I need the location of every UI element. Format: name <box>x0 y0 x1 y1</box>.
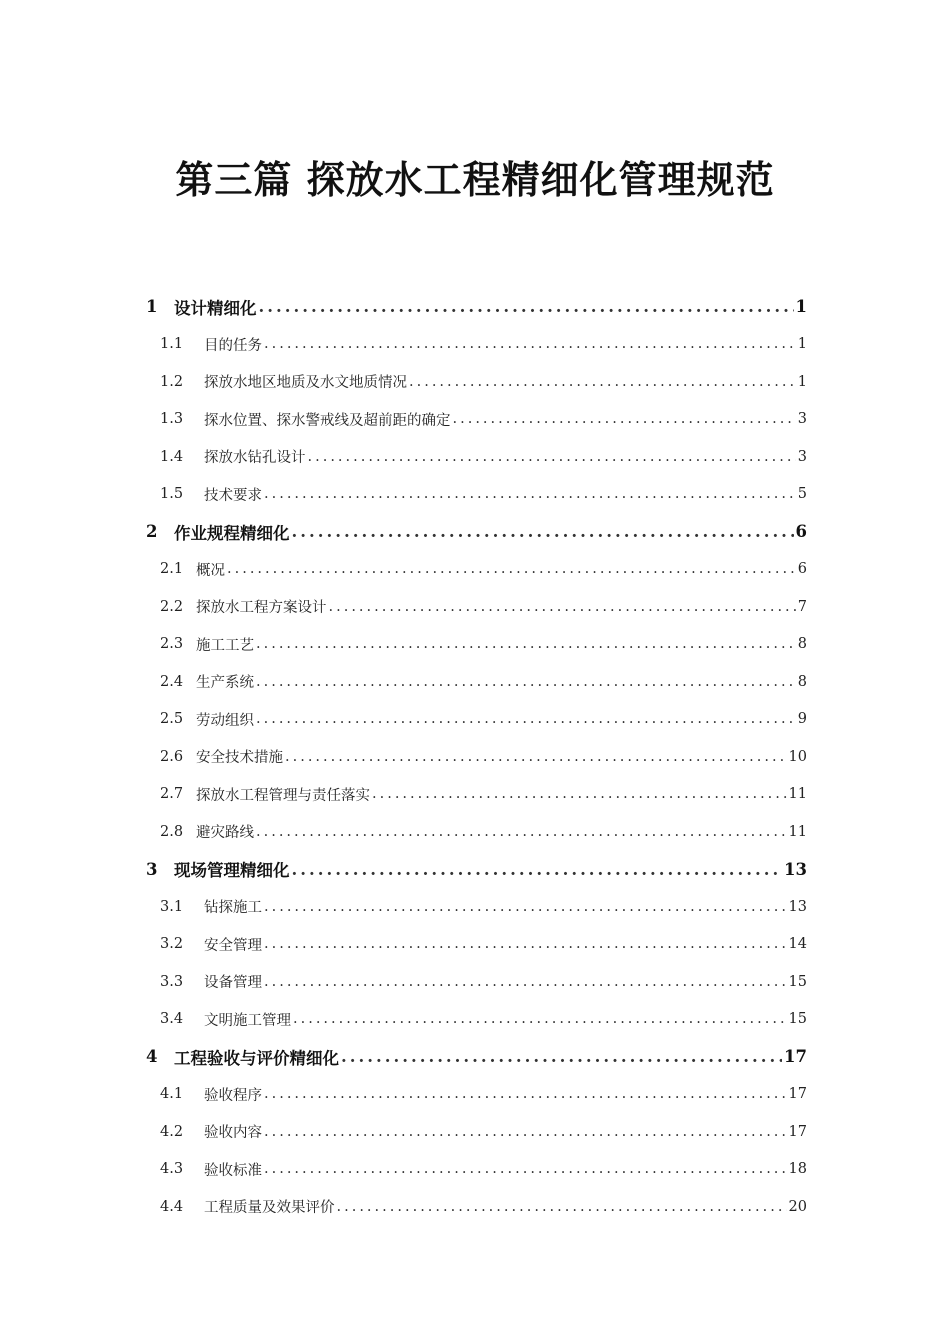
toc-title: 设计精细化 <box>174 298 257 318</box>
toc-title: 施工工艺 <box>196 637 254 654</box>
document-title: 第三篇 探放水工程精细化管理规范 <box>175 157 775 202</box>
toc-entry-2-8[interactable] <box>146 813 807 851</box>
toc-number: 2.2 <box>160 598 184 615</box>
toc-title: 劳动组织 <box>196 712 254 729</box>
toc-entry-4[interactable] <box>146 1038 807 1076</box>
toc-leader-dots <box>372 786 787 802</box>
toc-number: 3 <box>146 859 158 879</box>
toc-title: 作业规程精细化 <box>174 523 290 543</box>
toc-entry-4-4[interactable] <box>146 1188 807 1226</box>
toc-leader-dots <box>264 1086 787 1102</box>
toc-title: 工程验收与评价精细化 <box>174 1048 339 1068</box>
toc-page-number: 11 <box>788 786 807 803</box>
toc-title: 技术要求 <box>204 487 262 504</box>
toc-title: 工程质量及效果评价 <box>204 1200 335 1217</box>
toc-page-number: 13 <box>788 898 807 915</box>
toc-title: 探放水地区地质及水文地质情况 <box>204 375 407 392</box>
toc-entry-2-6[interactable] <box>146 738 807 776</box>
toc-leader-dots <box>264 899 787 915</box>
toc-page-number: 1 <box>797 373 807 390</box>
toc-number: 4.4 <box>160 1198 184 1215</box>
toc-leader-dots <box>256 636 796 652</box>
toc-number: 1.2 <box>160 373 184 390</box>
toc-title: 探放水钻孔设计 <box>204 450 306 467</box>
toc-page-number: 3 <box>797 411 807 428</box>
toc-title: 安全技术措施 <box>196 750 283 767</box>
toc-leader-dots <box>409 374 796 390</box>
toc-page-number: 8 <box>797 673 807 690</box>
toc-entry-1[interactable] <box>146 288 807 326</box>
toc-page-number: 15 <box>788 973 807 990</box>
toc-entry-4-2[interactable] <box>146 1113 807 1151</box>
toc-number: 2.3 <box>160 636 184 653</box>
toc-entry-2-5[interactable] <box>146 701 807 739</box>
toc-number: 2.4 <box>160 673 184 690</box>
toc-page-number: 7 <box>797 598 807 615</box>
toc-number: 4.1 <box>160 1086 184 1103</box>
toc-title: 概况 <box>196 562 225 579</box>
toc-number: 2.1 <box>160 561 184 578</box>
toc-title: 探放水工程方案设计 <box>196 600 327 617</box>
toc-leader-dots <box>285 749 787 765</box>
toc-leader-dots <box>264 974 787 990</box>
toc-page-number: 13 <box>784 859 807 879</box>
toc-page-number: 11 <box>788 823 807 840</box>
toc-leader-dots <box>337 1199 787 1215</box>
toc-leader-dots <box>453 411 796 427</box>
toc-title: 目的任务 <box>204 337 262 354</box>
toc-entry-3-1[interactable] <box>146 888 807 926</box>
toc-number: 1 <box>146 297 158 317</box>
toc-leader-dots <box>264 1161 787 1177</box>
toc-entry-1-1[interactable] <box>146 326 807 364</box>
toc-page-number: 10 <box>788 748 807 765</box>
toc-number: 3.4 <box>160 1011 184 1028</box>
toc-entry-3[interactable] <box>146 851 807 889</box>
toc-title: 验收标准 <box>204 1162 262 1179</box>
toc-page-number: 17 <box>788 1086 807 1103</box>
toc-title: 设备管理 <box>204 975 262 992</box>
toc-leader-dots <box>341 1047 782 1066</box>
toc-number: 3.2 <box>160 936 184 953</box>
toc-title: 验收程序 <box>204 1087 262 1104</box>
toc-leader-dots <box>227 561 796 577</box>
toc-page-number: 6 <box>797 561 807 578</box>
toc-page-number: 15 <box>788 1011 807 1028</box>
toc-page-number: 8 <box>797 636 807 653</box>
toc-entry-3-4[interactable] <box>146 1001 807 1039</box>
toc-page-number: 17 <box>788 1123 807 1140</box>
toc-page-number: 1 <box>797 336 807 353</box>
toc-entry-4-3[interactable] <box>146 1151 807 1189</box>
toc-title: 避灾路线 <box>196 825 254 842</box>
toc-entry-1-5[interactable] <box>146 476 807 514</box>
toc-page-number: 17 <box>784 1047 807 1067</box>
toc-number: 1.4 <box>160 448 184 465</box>
toc-page-number: 3 <box>797 448 807 465</box>
toc-leader-dots <box>264 936 787 952</box>
toc-page-number: 6 <box>795 522 807 542</box>
toc-title: 现场管理精细化 <box>174 861 290 881</box>
toc-title: 验收内容 <box>204 1125 262 1142</box>
toc-entry-1-3[interactable] <box>146 401 807 439</box>
toc-leader-dots <box>264 486 796 502</box>
toc-entry-1-2[interactable] <box>146 363 807 401</box>
toc-leader-dots <box>292 860 783 879</box>
toc-leader-dots <box>256 674 796 690</box>
toc-number: 1.1 <box>160 336 184 353</box>
toc-number: 1.5 <box>160 486 184 503</box>
toc-entry-1-4[interactable] <box>146 438 807 476</box>
toc-entry-2-4[interactable] <box>146 663 807 701</box>
toc-leader-dots <box>292 522 794 541</box>
toc-page-number: 14 <box>788 936 807 953</box>
toc-title: 生产系统 <box>196 675 254 692</box>
toc-number: 2.8 <box>160 823 184 840</box>
toc-number: 3.3 <box>160 973 184 990</box>
toc-title: 文明施工管理 <box>204 1012 291 1029</box>
toc-number: 2.7 <box>160 786 184 803</box>
toc-entry-3-3[interactable] <box>146 963 807 1001</box>
toc-leader-dots <box>264 1124 787 1140</box>
toc-entry-4-1[interactable] <box>146 1076 807 1114</box>
toc-number: 3.1 <box>160 898 184 915</box>
toc-title: 安全管理 <box>204 937 262 954</box>
table-of-contents <box>146 288 807 1226</box>
toc-title: 探水位置、探水警戒线及超前距的确定 <box>204 412 451 429</box>
toc-number: 2.5 <box>160 711 184 728</box>
toc-entry-2-2[interactable] <box>146 588 807 626</box>
toc-number: 1.3 <box>160 411 184 428</box>
toc-entry-2[interactable] <box>146 513 807 551</box>
toc-leader-dots <box>259 297 794 316</box>
toc-title: 探放水工程管理与责任落实 <box>196 787 370 804</box>
toc-number: 4.2 <box>160 1123 184 1140</box>
toc-number: 2 <box>146 522 158 542</box>
toc-number: 4.3 <box>160 1161 184 1178</box>
toc-leader-dots <box>308 449 796 465</box>
toc-page-number: 5 <box>797 486 807 503</box>
toc-number: 4 <box>146 1047 158 1067</box>
toc-page-number: 9 <box>797 711 807 728</box>
toc-page-number: 1 <box>795 297 807 317</box>
toc-entry-2-3[interactable] <box>146 626 807 664</box>
toc-leader-dots <box>264 336 796 352</box>
toc-leader-dots <box>329 599 796 615</box>
toc-page-number: 18 <box>788 1161 807 1178</box>
toc-entry-3-2[interactable] <box>146 926 807 964</box>
toc-leader-dots <box>256 711 796 727</box>
toc-number: 2.6 <box>160 748 184 765</box>
toc-entry-2-1[interactable] <box>146 551 807 589</box>
toc-entry-2-7[interactable] <box>146 776 807 814</box>
toc-leader-dots <box>293 1011 787 1027</box>
toc-leader-dots <box>256 824 787 840</box>
toc-title: 钻探施工 <box>204 900 262 917</box>
toc-page-number: 20 <box>788 1198 807 1215</box>
